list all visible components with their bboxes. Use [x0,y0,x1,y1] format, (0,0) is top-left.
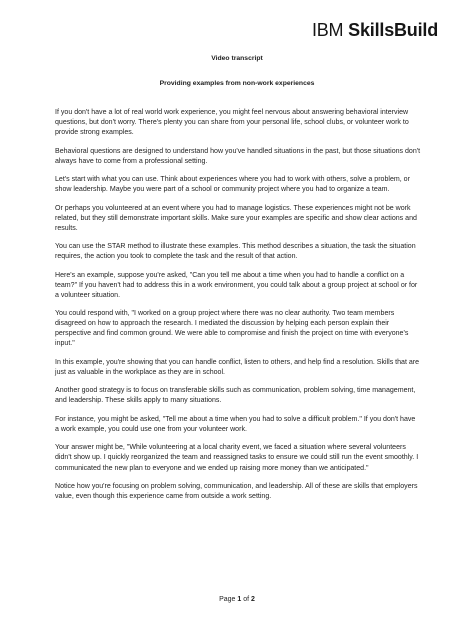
paragraph: In this example, you're showing that you can handle conflict, listen to others, and help find a resolution. Skills that are just as valuable in the workplace as they are in school. [55,358,420,376]
paragraph: Notice how you're focusing on problem solving, communication, and leadership. All of these are skills that employers value, even though this experience came from outside a work setting. [55,482,418,500]
paragraph: Or perhaps you volunteered at an event where you had to manage logistics. These experiences might not be work related, but they still demonstrate important skills. Make sure your examples are specific and show clear actions and results. [55,204,417,232]
paragraph: If you don't have a lot of real world work experience, you might feel nervous about answering behavioral interview questions, but don't worry. There's plenty you can share from your personal life, school clubs, or volunteer work to provide strong examples. [55,109,409,137]
paragraph: Another good strategy is to focus on transferable skills such as communication, problem solving, time management, and leadership. These skills apply to many situations. [55,387,416,405]
ibm-skillsbuild-logo [312,20,438,41]
paragraph: You can use the STAR method to illustrate these examples. This method describes a situation, the task the situation requires, the action you took to complete the task and the result of that action. [55,243,416,261]
page-of: of [243,596,250,603]
paragraph: For instance, you might be asked, "Tell me about a time when you had to solve a difficult problem." If you don't have a work example, you could use one from your volunteer work. [55,415,416,433]
paragraph: Here's an example, suppose you're asked, "Can you tell me about a time when you had to handle a conflict on a team?" If you haven't had to address this in a work environment, you could talk about a group project at school or for a volunteer situation. [55,271,418,299]
paragraph: Your answer might be, "While volunteering at a local charity event, we faced a situation where several volunteers didn't show up. I quickly reorganized the team and reassigned tasks to ensure we could still run the event smoothly. I communicated the new plan to everyone and we ended up raising more money than we anticipated." [55,444,419,472]
page-current: 1 [237,596,242,603]
logo-brand: IBM [311,20,344,40]
paragraph: You could respond with, "I worked on a group project where there was no clear authority. Two team members disagreed on how to approach the research. I mediated the discussion by helping each person explain their perspective and find common ground. We were able to compromise and finish the project on time with everyone's input." [55,310,409,348]
page-total: 2 [251,596,255,603]
logo-product: SkillsBuild [348,20,438,40]
page-number [0,596,474,603]
transcript-body [55,108,421,510]
paragraph: Let's start with what you can use. Think about experiences where you had to work with others, solve a problem, or show leadership. Maybe you were part of a school or community project where you had to organize a team. [55,176,410,194]
page-label: Page [219,596,236,603]
paragraph: Behavioral questions are designed to understand how you've handled situations in the past, but those situations don't always have to come from a professional setting. [55,147,421,165]
document-title: Video transcript [211,55,263,62]
document-subtitle: Providing examples from non-work experiences [159,80,315,87]
